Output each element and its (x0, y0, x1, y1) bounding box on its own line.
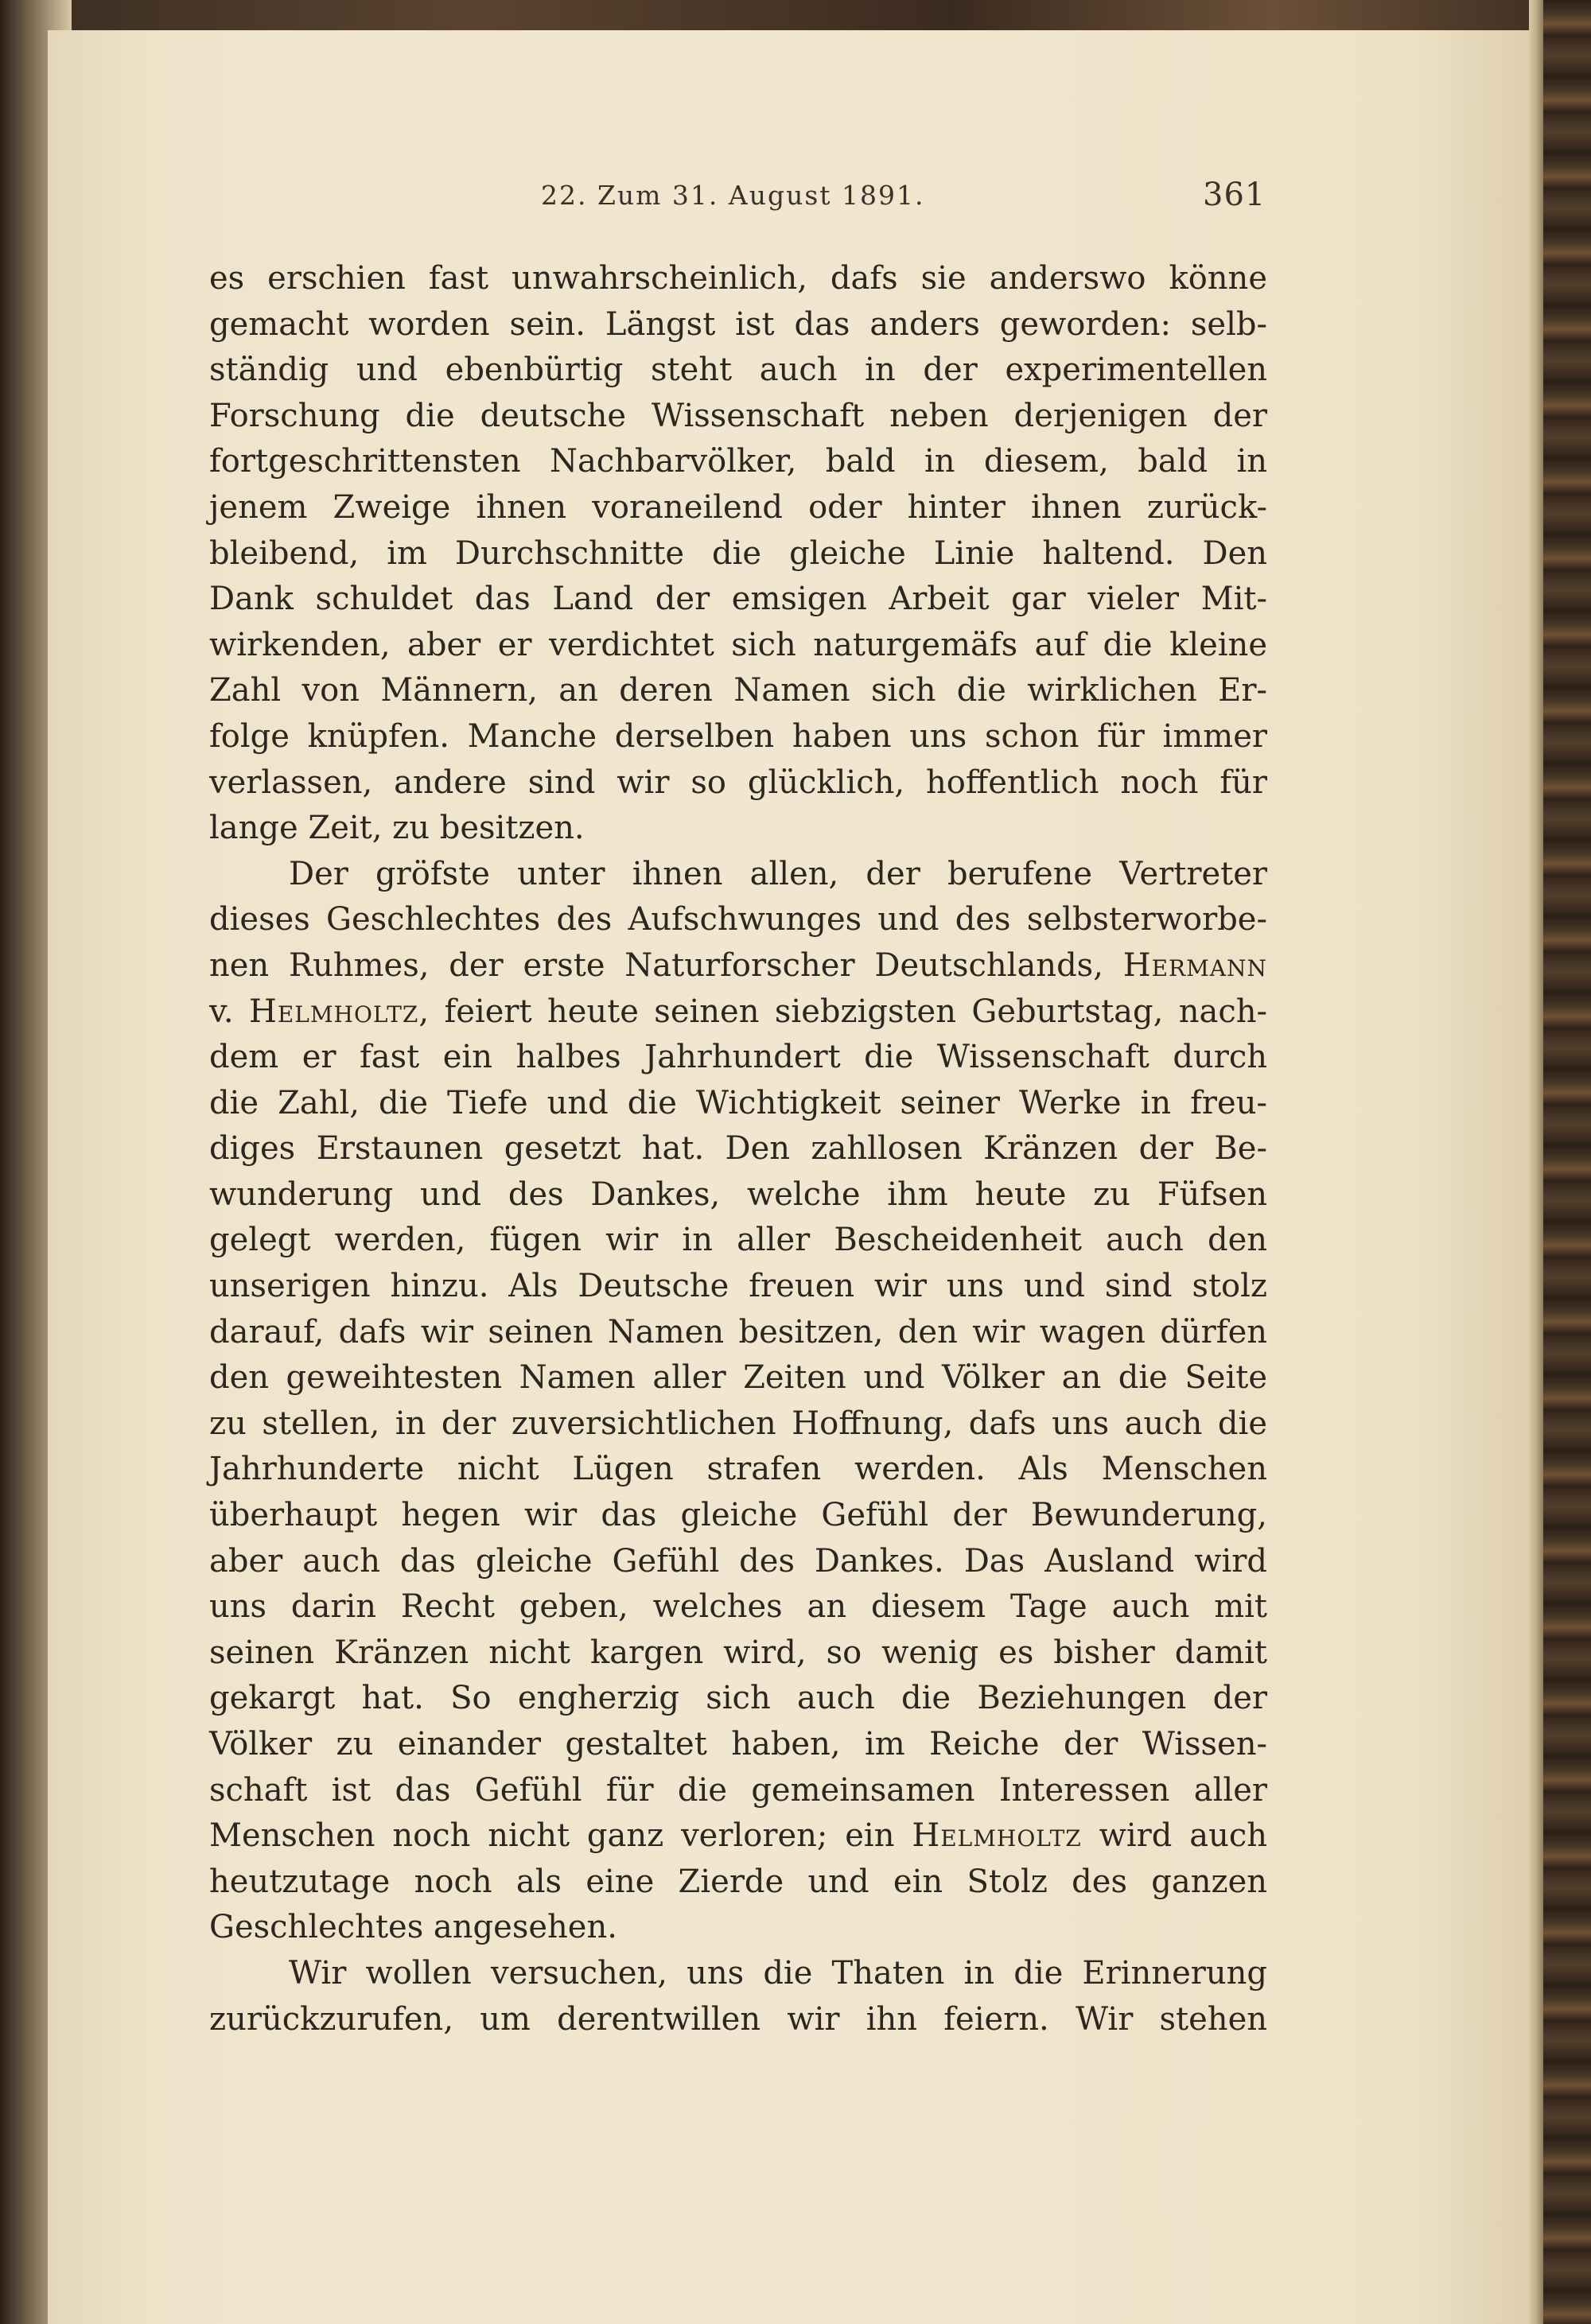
text-line: zu stellen, in der zuversichtlichen Hoffnung, dafs uns auch die (209, 1405, 1267, 1442)
text-line: dem er fast ein halbes Jahrhundert die Wissenschaft durch (209, 1039, 1267, 1076)
text-line: Völker zu einander gestaltet haben, im Reiche der Wissen- (209, 1726, 1267, 1762)
text-line: seinen Kränzen nicht kargen wird, so wenig es bisher damit (209, 1634, 1267, 1671)
book-cover-top (0, 0, 1591, 32)
text-line: lange Zeit, zu besitzen. (209, 810, 585, 847)
text-line: heutzutage noch als eine Zierde und ein Stolz des ganzen (209, 1863, 1267, 1900)
text-line: es erschien fast unwahrscheinlich, dafs sie anderswo könne (209, 260, 1267, 297)
text-line: nen Ruhmes, der erste Naturforscher Deutschlands, Hermann (209, 946, 1267, 984)
running-head: 22. Zum 31. August 1891. (541, 180, 925, 211)
text-line: bleibend, im Durchschnitte die gleiche Linie haltend. Den (209, 534, 1267, 572)
text-line: ständig und ebenbürtig steht auch in der experimentellen (209, 352, 1267, 389)
text-line: die Zahl, die Tiefe und die Wichtigkeit seiner Werke in freu- (209, 1084, 1267, 1121)
text-line: Zahl von Männern, an deren Namen sich die wirklichen Er- (209, 672, 1267, 709)
body-text (209, 256, 1267, 2042)
small-caps-name: Helmholtz (912, 1817, 1082, 1855)
text-line: verlassen, andere sind wir so glücklich, hoffentlich noch für (209, 764, 1267, 801)
text-line: überhaupt hegen wir das gleiche Gefühl der Bewunderung, (209, 1497, 1267, 1534)
text-line: Menschen noch nicht ganz verloren; ein Helmholtz wird auch (209, 1817, 1267, 1855)
text-line: gelegt werden, fügen wir in aller Bescheidenheit auch den (209, 1222, 1267, 1259)
text-line: zurückzurufen, um derentwillen wir ihn feiern. Wir stehen (209, 2000, 1267, 2038)
text-line: gemacht worden sein. Längst ist das anders geworden: selb- (209, 305, 1267, 343)
text-line: folge knüpfen. Manche derselben haben uns schon für immer (209, 717, 1267, 755)
text-line: Geschlechtes angesehen. (209, 1909, 617, 1946)
text-line: uns darin Recht geben, welches an diesem Tage auch mit (209, 1588, 1267, 1626)
text-line: Der gröfste unter ihnen allen, der berufene Vertreter (289, 855, 1267, 892)
text-line: Forschung die deutsche Wissenschaft neben derjenigen der (209, 397, 1267, 434)
text-line: aber auch das gleiche Gefühl des Dankes. Das Ausland wird (209, 1542, 1267, 1580)
book-cover-right (1543, 0, 1591, 2324)
page-number: 361 (1203, 177, 1266, 213)
text-line: v. Helmholtz, feiert heute seinen siebzigsten Geburtstag, nach- (209, 993, 1267, 1030)
small-caps-name: Helmholtz (248, 993, 419, 1030)
text-line: darauf, dafs wir seinen Namen besitzen, den wir wagen dürfen (209, 1313, 1267, 1350)
text-line: Wir wollen versuchen, uns die Thaten in die Erinnerung (289, 1954, 1267, 1992)
text-line: fortgeschrittensten Nachbarvölker, bald in diesem, bald in (209, 443, 1267, 480)
text-line: wunderung und des Dankes, welche ihm heute zu Füfsen (209, 1176, 1267, 1213)
text-line: den geweihtesten Namen aller Zeiten und Völker an die Seite (209, 1359, 1267, 1397)
text-line: jenem Zweige ihnen voraneilend oder hinter ihnen zurück- (209, 488, 1267, 526)
text-line: gekargt hat. So engherzig sich auch die Beziehungen der (209, 1680, 1267, 1717)
text-line: diges Erstaunen gesetzt hat. Den zahllosen Kränzen der Be- (209, 1130, 1267, 1168)
text-line: Dank schuldet das Land der emsigen Arbeit gar vieler Mit- (209, 581, 1267, 618)
text-line: wirkenden, aber er verdichtet sich naturgemäfs auf die kleine (209, 626, 1267, 663)
text-line: schaft ist das Gefühl für die gemeinsamen Interessen aller (209, 1771, 1267, 1809)
page-edge (1529, 0, 1543, 2324)
text-line: dieses Geschlechtes des Aufschwunges und des selbsterworbe- (209, 901, 1267, 939)
text-line: Jahrhunderte nicht Lügen strafen werden. Als Menschen (209, 1451, 1267, 1488)
text-line: unserigen hinzu. Als Deutsche freuen wir uns und sind stolz (209, 1268, 1267, 1305)
small-caps-name: Hermann (1122, 946, 1267, 984)
